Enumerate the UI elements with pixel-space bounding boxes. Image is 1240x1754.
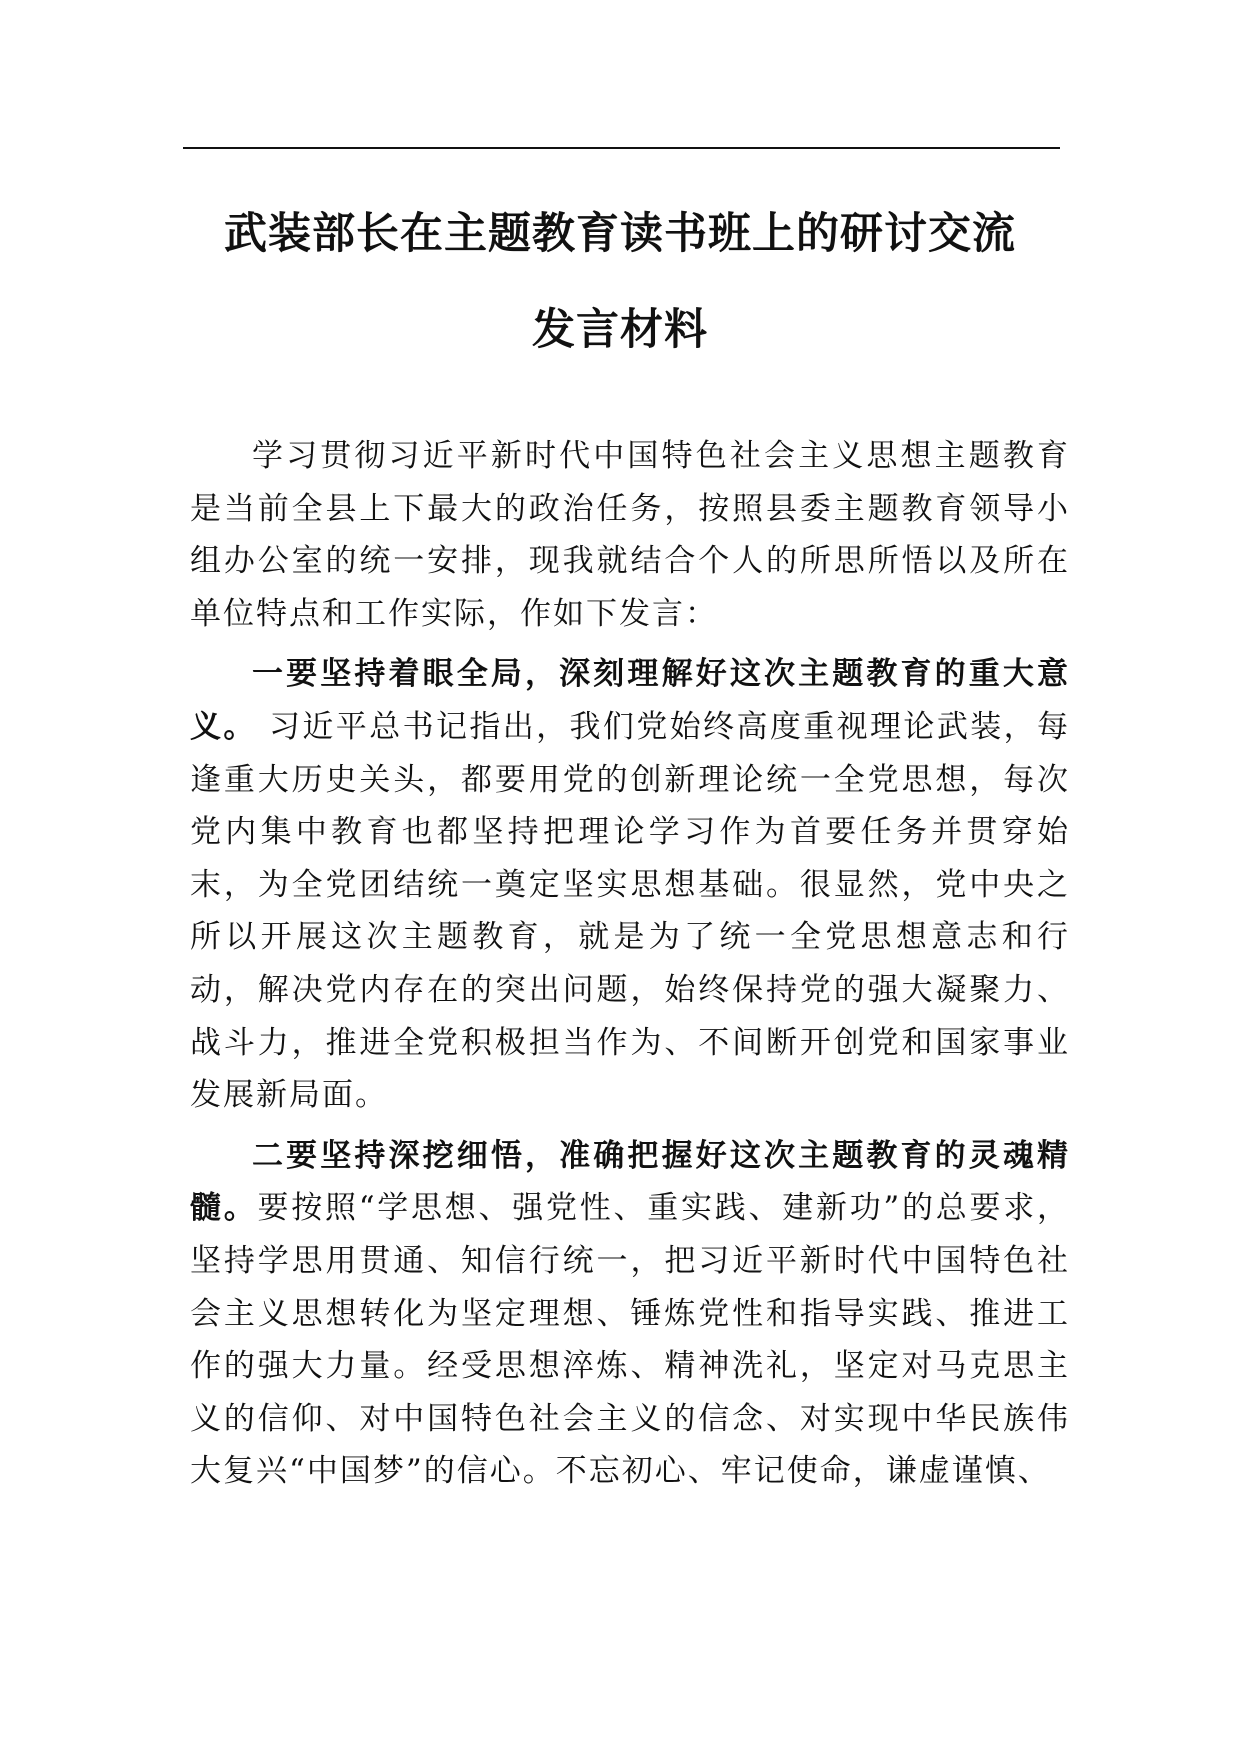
- paragraph-text: 要按照“学思想、强党性、重实践、建新功”的总要求，坚持学思用贯通、知信行统一，把习近平新时代中国特色社会主义思想转化为坚定理想、锤炼党性和指导实践、推进工作的强大力量。经受思想淬炼、精神洗礼，坚定对马克思主义的信仰、对中国特色社会主义的信念、对实现中华民族伟大复兴“中国梦”的信心。不忘初心、牢记使命，谦虚谨慎、: [190, 1190, 1070, 1490]
- title-line-2: 发言材料: [532, 305, 708, 355]
- document-body: [190, 430, 1070, 1498]
- paragraph-lead: 一要坚持着眼全局，深刻理解好这次主题教育的重大意义。: [190, 656, 1070, 745]
- document-title: [160, 186, 1080, 378]
- paragraph-text: 习近平总书记指出，我们党始终高度重视理论武装，每逢重大历史关头，都要用党的创新理论统一全党思想，每次党内集中教育也都坚持把理论学习作为首要任务并贯穿始末，为全党团结统一奠定坚实思想基础。很显然，党中央之所以开展这次主题教育，就是为了统一全党思想意志和行动，解决党内存在的突出问题，始终保持党的强大凝聚力、战斗力，推进全党积极担当作为、不间断开创党和国家事业发展新局面。: [190, 708, 1070, 1114]
- header-rule: [183, 147, 1060, 149]
- paragraph-point-1: [190, 648, 1070, 1121]
- paragraph-text: 学习贯彻习近平新时代中国特色社会主义思想主题教育是当前全县上下最大的政治任务，按照县委主题教育领导小组办公室的统一安排，现我就结合个人的所思所悟以及所在单位特点和工作实际，作如下发言：: [190, 438, 1070, 632]
- paragraph-point-2: [190, 1130, 1070, 1498]
- paragraph-lead: 二要坚持深挖细悟，准确把握好这次主题教育的灵魂精髓。: [190, 1137, 1070, 1227]
- title-line-1: 武装部长在主题教育读书班上的研讨交流: [224, 209, 1016, 259]
- paragraph-intro: [190, 430, 1070, 640]
